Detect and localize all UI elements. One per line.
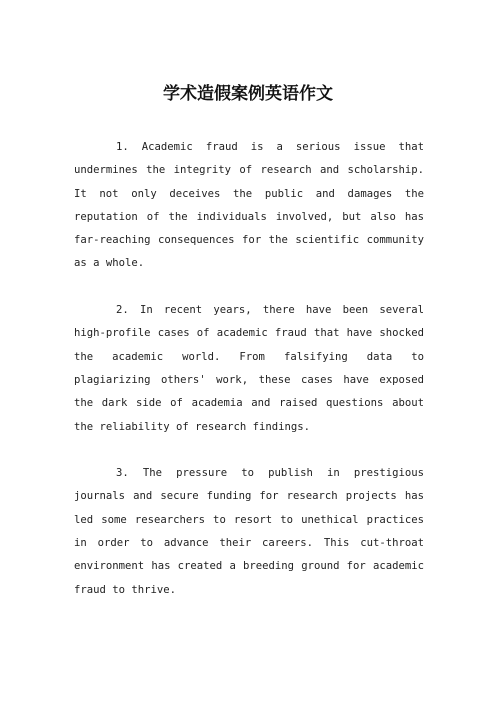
paragraph-3: 3. The pressure to publish in prestigious journals and secure funding for research projects has led some researchers to resort to unethical practices in order to advance their careers. This cut-throat environment has created a breeding ground for academic fraud to thrive. <box>74 467 424 596</box>
document-body <box>74 136 424 625</box>
paragraph-1: 1. Academic fraud is a serious issue that undermines the integrity of research and scholarship. It not only deceives the public and damages the reputation of the individuals involved, but also has far-reaching consequences for the scientific community as a whole. <box>74 141 424 270</box>
paragraph-2: 2. In recent years, there have been several high-profile cases of academic fraud that have shocked the academic world. From falsifying data to plagiarizing others' work, these cases have exposed the dark side of academia and raised questions about the reliability of research findings. <box>74 304 424 433</box>
document-title: 学术造假案例英语作文 <box>163 84 333 104</box>
